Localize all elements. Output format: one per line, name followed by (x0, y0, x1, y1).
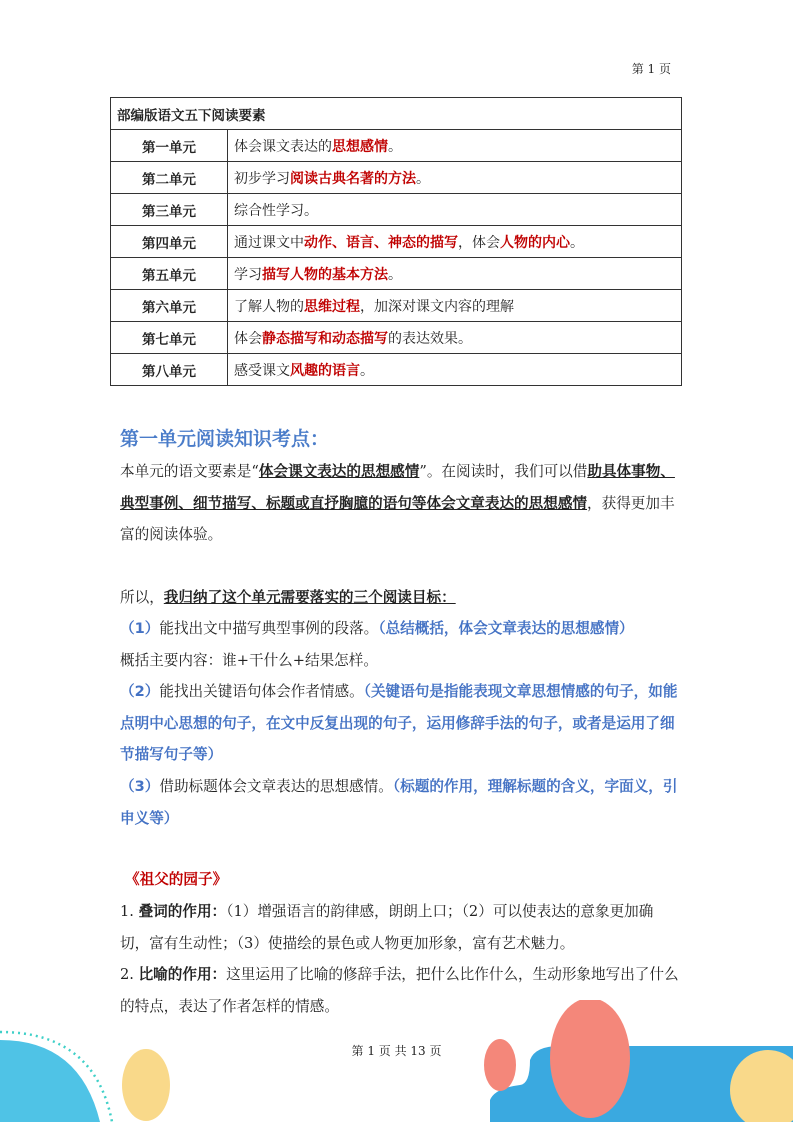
text-run: 1. (120, 903, 139, 920)
lesson-title: 《祖父的园子》 (125, 871, 228, 888)
unit-element (228, 322, 682, 354)
unit-element (228, 162, 682, 194)
text-run: 通过课文中 (234, 234, 304, 251)
text-run: （3） (120, 777, 160, 795)
text-run: 学习 (234, 266, 262, 283)
text-run: （关键语句是指能表现文章思想情感的句子，如能点明中心思想的句子，在文中反复出现的句子，运用修辞手法的句子，或者是运用了细节描写句子等） (120, 683, 678, 764)
text-run: 初步学习 (234, 170, 290, 187)
table-row (111, 162, 682, 194)
unit-name: 第二单元 (111, 162, 228, 194)
table-row (111, 258, 682, 290)
text-run: 概括主要内容：谁+干什么+结果怎样。 (120, 651, 378, 669)
table-row (111, 354, 682, 386)
text-run: 综合性学习。 (234, 202, 318, 219)
text-run: 。 (388, 266, 402, 283)
unit-name: 第三单元 (111, 194, 228, 226)
text-run: 叠词的作用： (138, 903, 227, 920)
footer-decoration (0, 1000, 793, 1122)
section-title: 第一单元阅读知识考点： (120, 428, 330, 450)
unit-element (228, 194, 682, 226)
text-run: 本单元的语文要素是“ (120, 463, 259, 480)
text-run: ，体会 (458, 234, 500, 251)
text-run: ”。在阅读时，我们可以借 (419, 463, 588, 480)
text-run: 思维过程 (304, 298, 360, 315)
unit-name: 第四单元 (111, 226, 228, 258)
page-footer: 第 1 页 共 13 页 (351, 1044, 442, 1058)
text-run: 能找出文中描写典型事例的段落。 (159, 620, 379, 637)
text-run: 我归纳了这个单元需要落实的三个阅读目标： (163, 589, 456, 606)
text-run: 所以， (120, 589, 164, 606)
goals-lead (120, 582, 680, 614)
text-run: ，加深对课文内容的理解 (360, 298, 514, 315)
text-run: 静态描写和动态描写 (262, 330, 388, 347)
list-item (120, 771, 680, 834)
text-run: 比喻的作用： (138, 966, 227, 984)
text-run: 人物的内心 (500, 234, 570, 251)
text-run: （1） (120, 620, 160, 637)
list-item (120, 613, 680, 645)
text-run: （2） (120, 683, 160, 701)
text-run: 阅读古典名著的方法 (290, 170, 416, 187)
intro-paragraph (120, 456, 680, 551)
unit-element (228, 354, 682, 386)
table-row (111, 322, 682, 354)
yellow-circle (122, 1049, 170, 1121)
text-run: 。 (570, 234, 584, 251)
text-run: 描写人物的基本方法 (262, 266, 388, 283)
text-run: （1）增强语言的韵律感，朗朗上口；（2）可以使表达的意象更加确切，富有生动性；（3）使描绘的景色或人物更加形象，富有艺术魅力。 (120, 903, 654, 952)
text-run: 。 (388, 138, 402, 155)
unit-name: 第七单元 (111, 322, 228, 354)
unit-name: 第一单元 (111, 130, 228, 162)
text-run: 。 (416, 170, 430, 187)
unit-element (228, 290, 682, 322)
text-run: 2. (120, 966, 139, 984)
text-run: 这里运用了比喻的修辞手法，把什么比作什么，生动形象地写出了什么的特点，表达了作者怎样的情感。 (120, 966, 679, 1015)
text-run: 能找出关键语句体会作者情感。 (159, 683, 364, 701)
text-run: 的表达效果。 (388, 330, 472, 347)
table-row (111, 194, 682, 226)
page-header: 第 1 页 (631, 62, 671, 76)
table-row (111, 226, 682, 258)
unit-name: 第六单元 (111, 290, 228, 322)
text-run: 体会 (234, 330, 262, 347)
table-row (111, 290, 682, 322)
text-run: 感受课文 (234, 362, 290, 379)
table-row (111, 130, 682, 162)
text-run: （总结概括，体会文章表达的思想感情） (378, 620, 634, 637)
text-run: 风趣的语言 (290, 362, 360, 379)
unit-element (228, 258, 682, 290)
large-coral-circle (550, 1000, 630, 1118)
list-item (120, 676, 680, 771)
text-run: （标题的作用，理解标题的含义，字面义，引申义等） (120, 777, 678, 827)
list-item (120, 645, 680, 677)
text-run: 体会课文表达的思想感情 (258, 463, 420, 480)
reading-elements-table (110, 97, 682, 386)
text-run: 了解人物的 (234, 298, 304, 315)
text-run: 。 (360, 362, 374, 379)
unit-element (228, 130, 682, 162)
unit-element (228, 226, 682, 258)
goals-list (120, 613, 680, 834)
unit-name: 第八单元 (111, 354, 228, 386)
text-run: 助具体事物、典型事例、细节描写、标题或直抒胸臆的语句等体会文章表达的思想感情 (120, 463, 675, 512)
text-run: 思想感情 (332, 138, 388, 155)
text-run: 借助标题体会文章表达的思想感情。 (159, 777, 393, 795)
text-run: 动作、语言、神态的描写 (304, 234, 458, 251)
unit-name: 第五单元 (111, 258, 228, 290)
list-item (120, 896, 680, 959)
text-run: 体会课文表达的 (234, 138, 332, 155)
table-title: 部编版语文五下阅读要素 (111, 98, 682, 130)
text-run: ，获得更加丰富的阅读体验。 (120, 494, 675, 544)
